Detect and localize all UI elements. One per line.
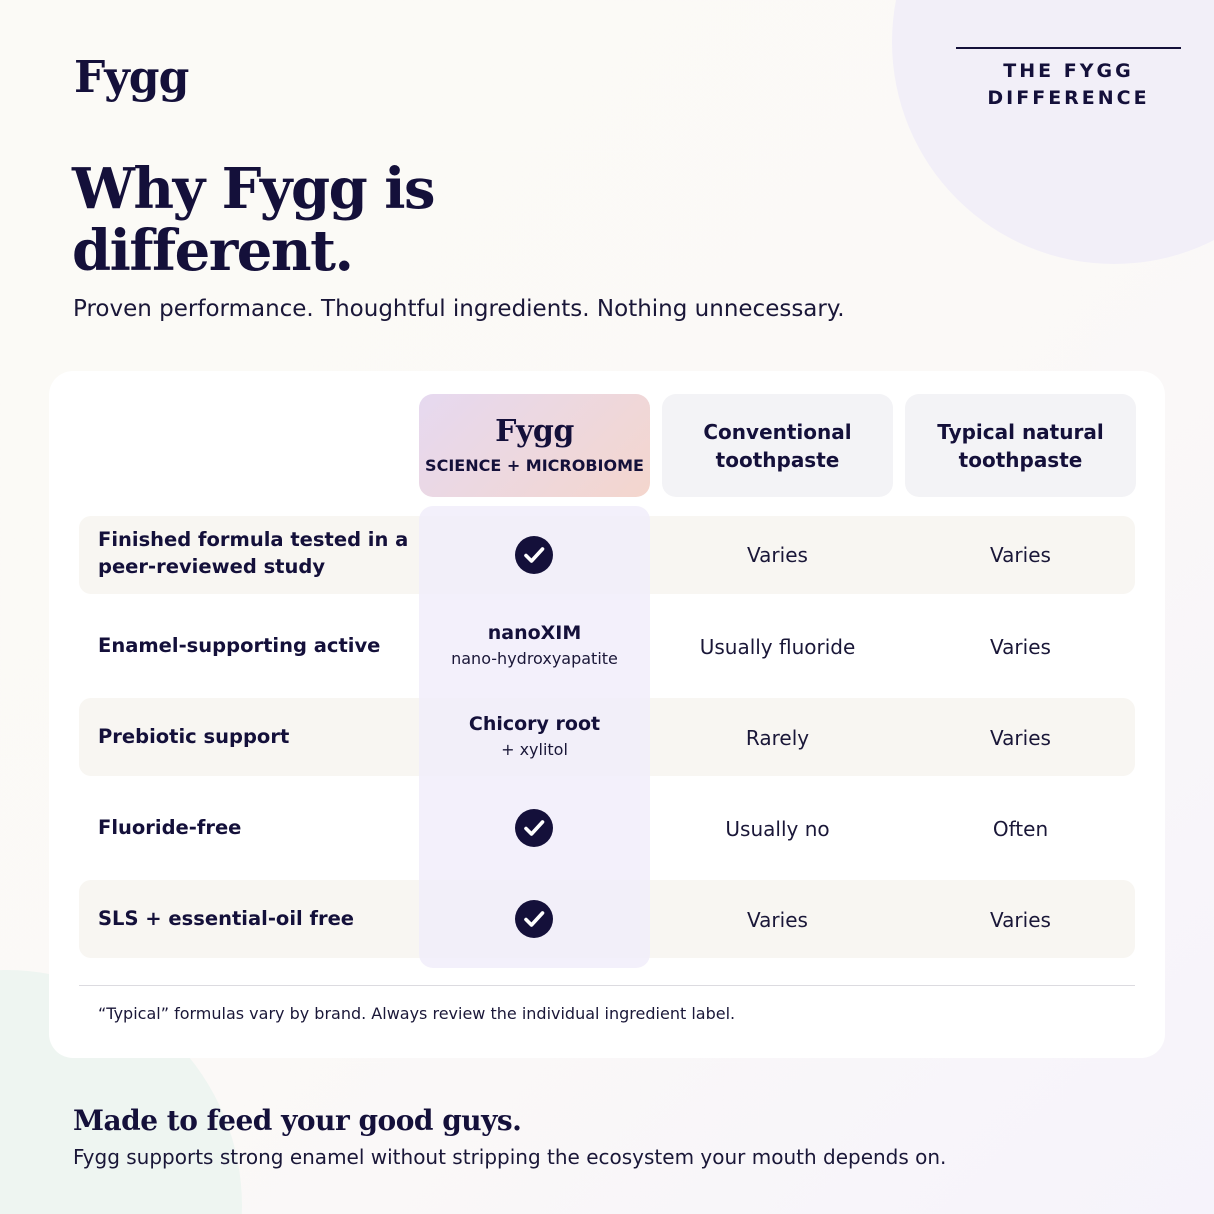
cell-fygg-sub: + xylitol bbox=[501, 740, 568, 759]
page-subhead: Proven performance. Thoughtful ingredients. Nothing unnecessary. bbox=[73, 296, 845, 322]
headline-line-1: Why Fygg is bbox=[72, 156, 435, 222]
cell-fygg-main: Chicory root bbox=[468, 713, 601, 735]
cell-natural: Varies bbox=[990, 635, 1051, 659]
page-headline bbox=[72, 158, 592, 282]
row-label: Fluoride-free bbox=[98, 816, 242, 839]
cell-natural: Varies bbox=[990, 908, 1051, 932]
cell-conventional: Usually no bbox=[725, 817, 830, 841]
footer-text: Fygg supports strong enamel without stripping the ecosystem your mouth depends on. bbox=[73, 1145, 947, 1169]
column-header-natural bbox=[905, 394, 1136, 497]
tagline: THE FYGG DIFFERENCE bbox=[956, 47, 1181, 112]
cell-fygg-main: nanoXIM bbox=[487, 622, 582, 644]
cell-conventional: Rarely bbox=[745, 726, 810, 750]
row-label: SLS + essential-oil free bbox=[98, 907, 355, 930]
cell-fygg bbox=[419, 711, 650, 763]
cell-conventional: Varies bbox=[747, 908, 808, 932]
cell-conventional: Usually fluoride bbox=[699, 635, 856, 659]
row-label: Enamel-supporting active bbox=[98, 634, 381, 657]
row-label: Finished formula tested in a peer-reviewed study bbox=[98, 528, 409, 578]
column-header-fygg bbox=[419, 394, 650, 497]
table-footnote: “Typical” formulas vary by brand. Always review the individual ingredient label. bbox=[98, 1004, 736, 1023]
column-header-natural-title: Typical natural toothpaste bbox=[937, 419, 1104, 472]
check-circle-icon bbox=[515, 809, 553, 847]
column-header-fygg-subtitle: SCIENCE + MICROBIOME bbox=[425, 455, 644, 475]
check-circle-icon bbox=[515, 536, 553, 574]
cell-fygg-sub: nano-hydroxyapatite bbox=[451, 649, 618, 668]
brand-logo: Fygg bbox=[74, 52, 189, 103]
column-header-conventional-title: Conventional toothpaste bbox=[703, 419, 852, 472]
table-divider bbox=[79, 985, 1135, 986]
headline-line-2: different. bbox=[72, 218, 353, 284]
check-circle-icon bbox=[515, 900, 553, 938]
decorative-circle-top bbox=[892, 0, 1214, 264]
column-header-fygg-title: Fygg bbox=[495, 413, 574, 449]
cell-conventional: Varies bbox=[747, 543, 808, 567]
cell-natural: Often bbox=[992, 817, 1049, 841]
cell-natural: Varies bbox=[990, 726, 1051, 750]
column-header-conventional bbox=[662, 394, 893, 497]
cell-fygg bbox=[419, 620, 650, 672]
cell-natural: Varies bbox=[990, 543, 1051, 567]
footer-title: Made to feed your good guys. bbox=[73, 1104, 522, 1137]
row-label: Prebiotic support bbox=[98, 725, 290, 748]
